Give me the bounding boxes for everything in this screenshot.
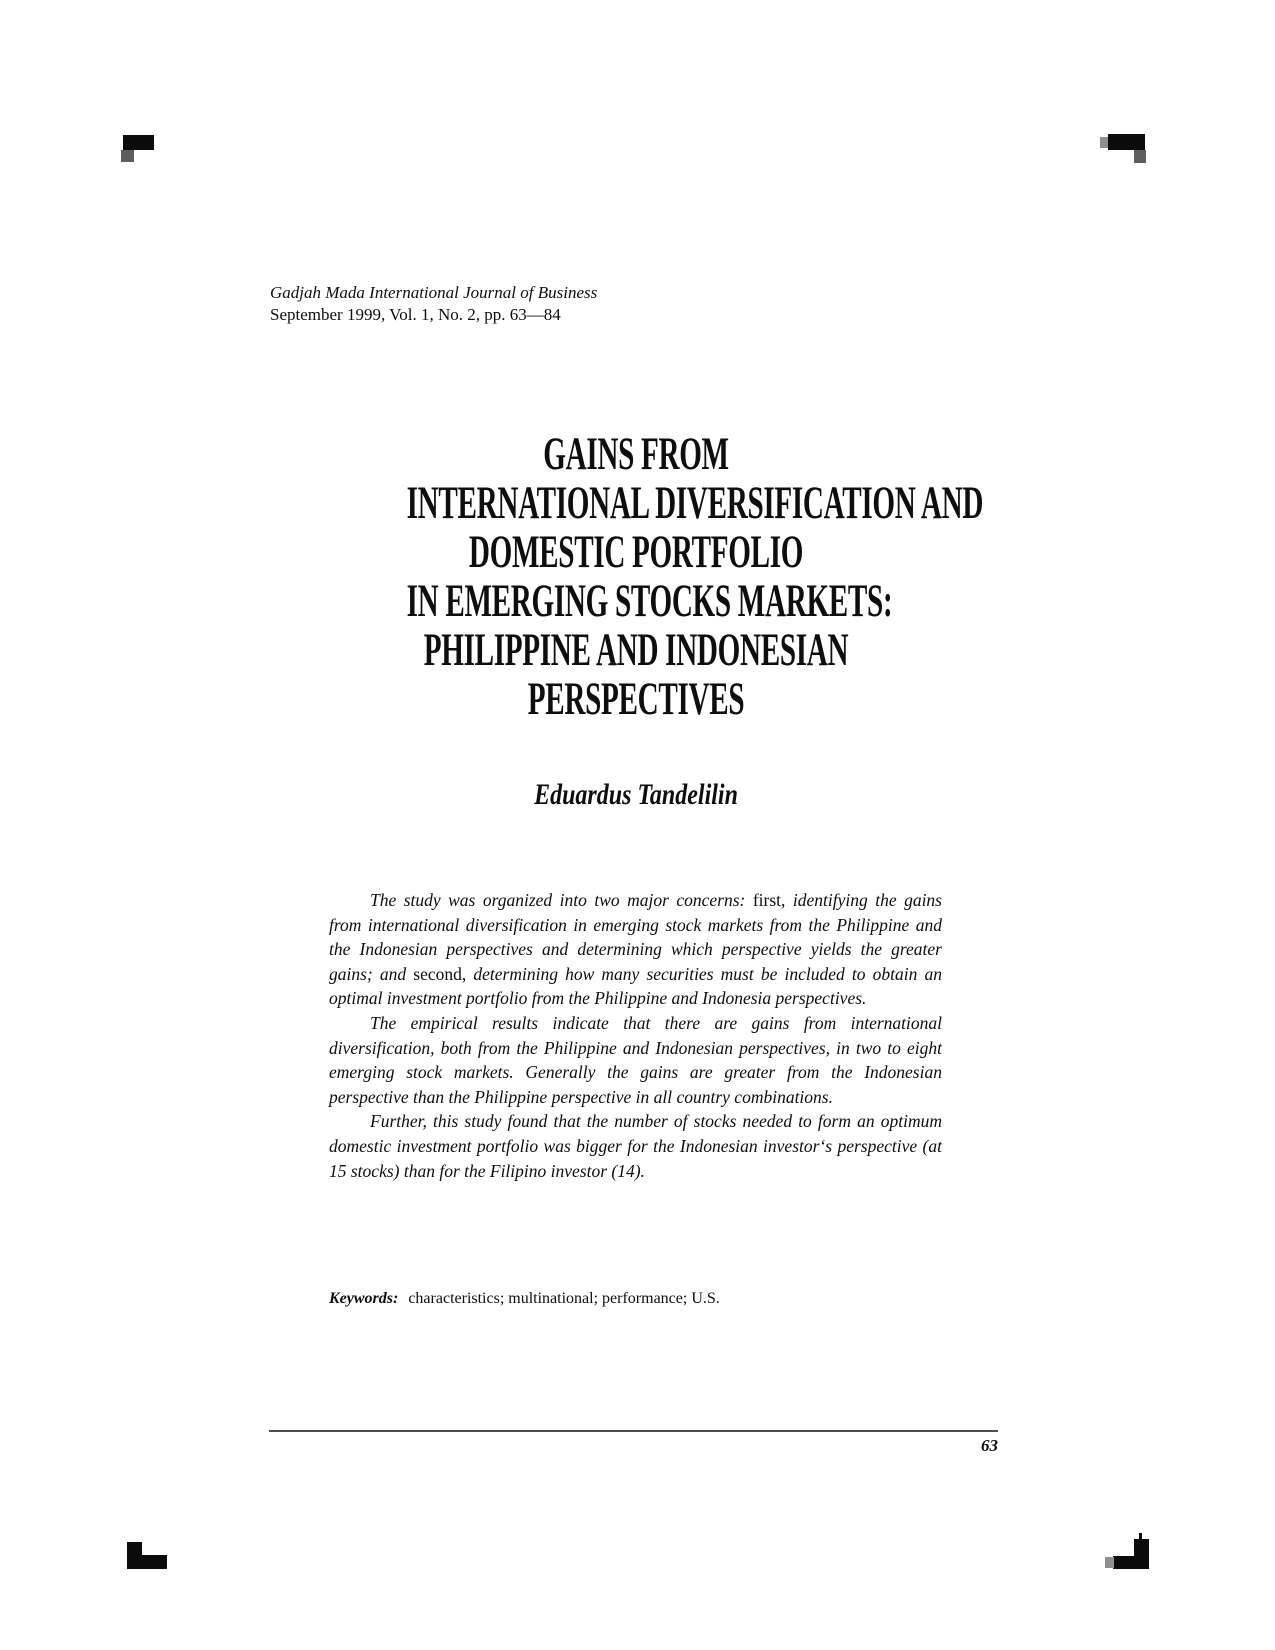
journal-header — [270, 282, 597, 326]
keywords-text: characteristics; multinational; performance; U.S. — [408, 1290, 720, 1307]
crop-mark-bar — [123, 135, 154, 150]
crop-mark-bar — [1113, 1556, 1149, 1569]
abstract-text-segment: first, — [752, 890, 793, 910]
title-line: DOMESTIC PORTFOLIO — [468, 526, 804, 578]
title-line: PHILIPPINE AND INDONESIAN — [423, 624, 849, 676]
crop-mark-bar — [1134, 150, 1146, 163]
abstract-text-segment: Further, this study found that the number of stocks needed to form an optimum domestic investment portfolio was bigger for the Indonesian investor‘s perspective (at 15 stocks) than for the Filipino investor (14). — [329, 1111, 942, 1181]
crop-mark-bar — [127, 1555, 167, 1569]
title-line: GAINS FROM — [543, 428, 729, 480]
title-line: IN EMERGING STOCKS MARKETS: — [406, 575, 893, 627]
abstract — [329, 888, 942, 1183]
crop-mark-bottom-left — [125, 1540, 169, 1572]
crop-mark-bar — [1105, 1557, 1114, 1568]
crop-mark-top-right — [1098, 132, 1148, 166]
keywords-label: Keywords: — [329, 1290, 399, 1307]
author-name: Eduardus Tandelilin — [534, 778, 738, 811]
title-line: INTERNATIONAL DIVERSIFICATION AND — [406, 477, 984, 529]
abstract-text-segment: determining how many securities must be included to obtain an optimal investment portfolio from the Philippine and Indonesia perspectives. — [329, 963, 942, 1009]
journal-name: Gadjah Mada International Journal of Business — [270, 283, 598, 302]
page-number: 63 — [981, 1436, 998, 1455]
crop-mark-bar — [1108, 134, 1145, 150]
crop-mark-bottom-right — [1103, 1531, 1151, 1571]
abstract-text-segment: The empirical results indicate that there are gains from international diversification, both from the Philippine and Indonesian perspectives, in two to eight emerging stock markets. Generally the gains are greater from the Indonesian perspective than the Philippine perspective in all country combinations. — [329, 1012, 942, 1107]
keywords-line — [329, 1288, 942, 1309]
abstract-text-segment: second, — [413, 963, 474, 984]
abstract-text-segment: identifying the gains from international diversification in emerging stock markets from the Philippine and the Indonesian perspectives and determining which perspective yields the greater gains; and — [329, 890, 942, 984]
title-line: PERSPECTIVES — [527, 673, 745, 725]
abstract-paragraph — [329, 1011, 942, 1109]
crop-mark-top-left — [120, 133, 160, 165]
abstract-paragraph — [329, 1109, 942, 1183]
journal-issue-line: September 1999, Vol. 1, No. 2, pp. 63—84 — [270, 305, 561, 324]
abstract-paragraph — [329, 888, 942, 1011]
footer-rule — [269, 1430, 998, 1432]
article-title — [406, 428, 984, 725]
crop-mark-bar — [121, 150, 134, 162]
abstract-text-segment: The study was organized into two major concerns: — [370, 890, 753, 910]
